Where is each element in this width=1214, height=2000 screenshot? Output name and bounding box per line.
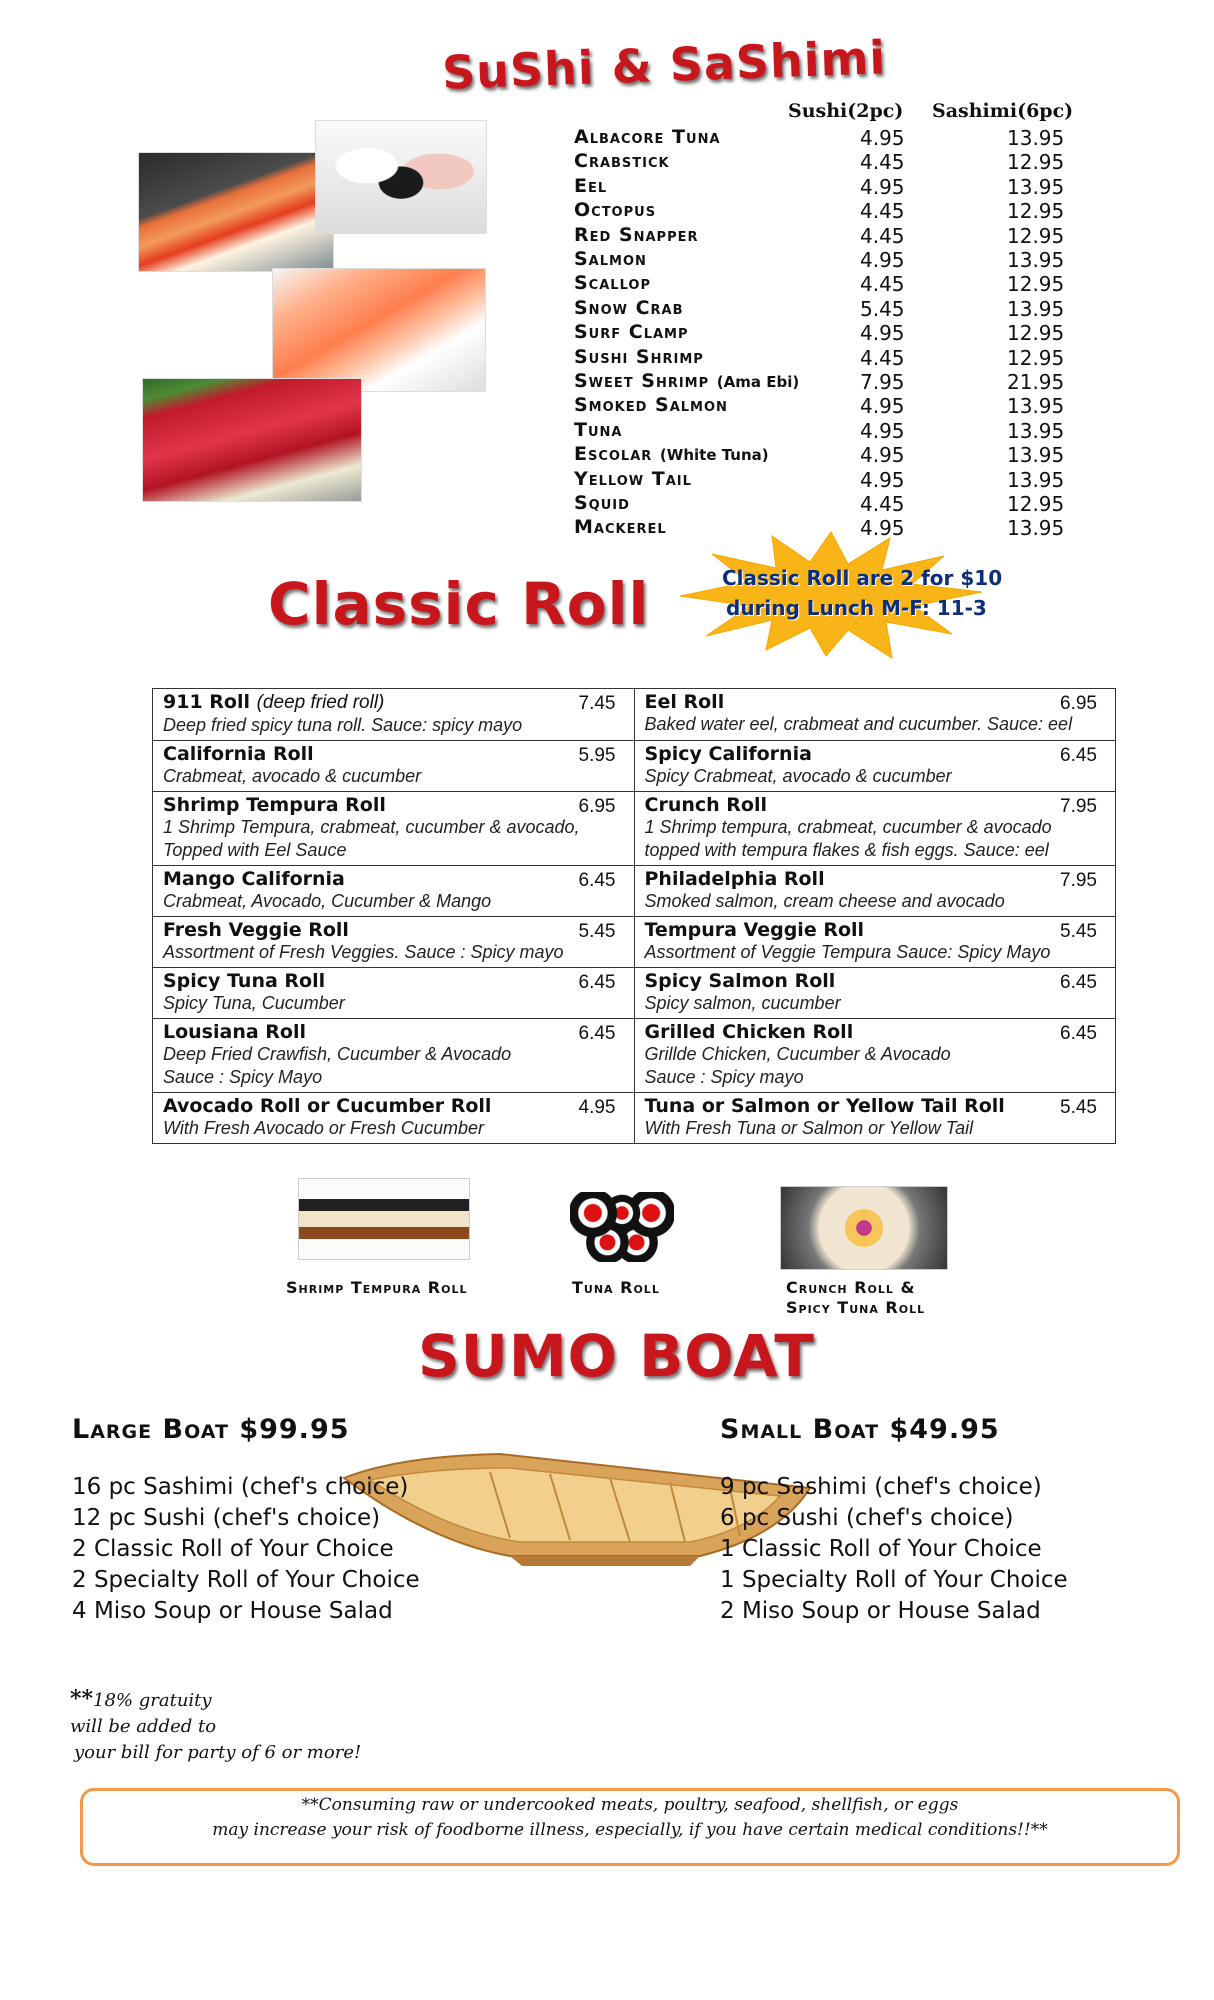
sushi-item-row <box>574 224 1094 248</box>
roll-menu-item <box>634 792 1116 866</box>
sushi-item-row <box>574 126 1094 150</box>
sushi-item-name <box>574 468 692 490</box>
sushi-price: 4.95 <box>860 174 905 199</box>
sushi-item-name <box>574 419 622 441</box>
roll-description: topped with tempura flakes & fish eggs. Sauce: eel <box>644 840 1049 861</box>
sashimi-price: 13.95 <box>1007 443 1065 468</box>
roll-price: 7.45 <box>578 693 616 714</box>
gratuity-line-2: will be added to <box>70 1716 217 1737</box>
lunch-promo-badge <box>676 530 1003 660</box>
sushi-item-label: Salmon <box>574 248 647 270</box>
sushi-item-name <box>574 492 630 514</box>
roll-description: With Fresh Avocado or Fresh Cucumber <box>163 1118 484 1139</box>
sashimi-column-header: Sashimi(6pc) <box>932 100 1074 122</box>
sumo-boat-section-title: SUMO BOAT <box>418 1322 815 1390</box>
tuna-roll-caption: Tuna Roll <box>572 1278 660 1297</box>
roll-menu-item <box>634 917 1116 968</box>
roll-menu-item <box>153 917 635 968</box>
large-boat-item: 12 pc Sushi (chef's choice) <box>72 1505 381 1531</box>
sashimi-price: 12.95 <box>1007 150 1065 175</box>
roll-name: Spicy Salmon Roll <box>644 970 836 993</box>
sushi-item-row <box>574 394 1094 418</box>
sushi-item-row <box>574 248 1094 272</box>
salmon-sashimi-photo <box>272 268 486 392</box>
sushi-item-label: Mackerel <box>574 516 667 539</box>
roll-price: 7.95 <box>1060 870 1097 892</box>
sushi-item-row <box>574 150 1094 174</box>
roll-name: Spicy Tuna Roll <box>163 970 326 993</box>
sushi-price: 4.45 <box>860 199 905 224</box>
sushi-item-name <box>574 443 769 465</box>
roll-menu-item <box>153 1093 635 1144</box>
gratuity-stars: ** <box>70 1686 94 1712</box>
sushi-price: 4.95 <box>860 321 905 346</box>
roll-price: 6.45 <box>1060 972 1097 994</box>
sashimi-price: 12.95 <box>1007 199 1065 224</box>
warning-line-1: **Consuming raw or undercooked meats, poultry, seafood, shellfish, or eggs <box>301 1795 959 1815</box>
roll-table-row <box>153 689 1116 741</box>
starburst-icon <box>676 530 986 660</box>
sushi-item-name <box>574 321 689 343</box>
roll-name-line <box>163 970 624 992</box>
roll-description: Spicy Crabmeat, avocado & cucumber <box>644 766 952 787</box>
roll-name-line <box>645 919 1106 941</box>
roll-name: Lousiana Roll <box>163 1021 307 1044</box>
large-boat-title: Large Boat $99.95 <box>72 1414 350 1445</box>
tuna-roll-photo <box>570 1192 674 1262</box>
sushi-price: 4.95 <box>860 248 905 272</box>
roll-name-line <box>645 970 1106 992</box>
sushi-price: 4.45 <box>860 150 905 175</box>
roll-description: Sauce : Spicy mayo <box>644 1067 804 1088</box>
small-boat-item: 1 Specialty Roll of Your Choice <box>720 1567 1068 1593</box>
sushi-price: 4.45 <box>860 272 905 297</box>
sushi-item-label: Eel <box>574 174 608 197</box>
sushi-price: 4.95 <box>860 418 905 443</box>
promo-line-1: Classic Roll are 2 for $10 <box>722 566 1003 590</box>
roll-description: Assortment of Veggie Tempura Sauce: Spicy Mayo <box>644 942 1051 963</box>
sushi-item-label: Surf Clamp <box>574 321 689 344</box>
roll-description: 1 Shrimp Tempura, crabmeat, cucumber & avocado, <box>163 817 580 838</box>
roll-price: 4.95 <box>578 1097 616 1119</box>
roll-description: Sauce : Spicy Mayo <box>163 1067 323 1088</box>
roll-price: 6.95 <box>1060 693 1097 714</box>
gratuity-line-1: 18% gratuity <box>93 1690 212 1711</box>
roll-name: Tuna or Salmon or Yellow Tail Roll <box>644 1095 1005 1118</box>
shrimp-tempura-roll-photo <box>298 1178 470 1260</box>
roll-menu-item <box>634 968 1116 1019</box>
roll-name: Shrimp Tempura Roll <box>163 794 386 817</box>
roll-description: Deep fried spicy tuna roll. Sauce: spicy mayo <box>163 715 523 735</box>
roll-name-line <box>163 919 624 941</box>
sushi-item-note: (Ama Ebi) <box>716 373 800 391</box>
sashimi-price: 13.95 <box>1007 126 1065 150</box>
sashimi-price: 13.95 <box>1007 296 1065 321</box>
sushi-price: 4.95 <box>860 443 905 468</box>
sashimi-price: 12.95 <box>1007 321 1065 346</box>
promo-line-2: during Lunch M-F: 11-3 <box>726 596 987 620</box>
sashimi-price: 21.95 <box>1007 370 1065 394</box>
roll-name-line <box>163 743 624 765</box>
gratuity-line-3: your bill for party of 6 or more! <box>74 1742 362 1763</box>
roll-menu-item <box>634 1019 1116 1093</box>
roll-name: Grilled Chicken Roll <box>644 1021 854 1044</box>
roll-description: Crabmeat, avocado & cucumber <box>163 766 422 787</box>
sushi-item-label: Albacore Tuna <box>574 126 721 148</box>
sashimi-price: 13.95 <box>1007 248 1065 272</box>
sushi-section-title: SuShi & SaShimi <box>441 30 887 100</box>
sushi-item-name <box>574 516 667 538</box>
sushi-item-name <box>574 150 670 172</box>
small-boat-title: Small Boat $49.95 <box>720 1414 1000 1445</box>
sashimi-price: 13.95 <box>1007 418 1065 443</box>
sushi-item-label: Sushi Shrimp <box>574 345 704 368</box>
sushi-item-name <box>574 175 607 197</box>
roll-price: 5.45 <box>578 921 616 943</box>
sushi-price: 5.45 <box>860 296 905 321</box>
classic-roll-section-title: Classic Roll <box>268 570 650 638</box>
sushi-item-label: Crabstick <box>574 150 670 173</box>
large-boat-item: 2 Specialty Roll of Your Choice <box>72 1567 420 1593</box>
sushi-item-row <box>574 321 1094 345</box>
small-boat-item: 1 Classic Roll of Your Choice <box>720 1536 1042 1562</box>
large-boat-item: 4 Miso Soup or House Salad <box>72 1598 393 1624</box>
roll-table-row <box>153 792 1116 866</box>
roll-price: 5.95 <box>578 745 616 767</box>
roll-description: With Fresh Tuna or Salmon or Yellow Tail <box>644 1118 974 1139</box>
sushi-item-row <box>574 370 1094 394</box>
sushi-item-name <box>574 248 647 270</box>
sushi-item-name <box>574 346 704 368</box>
roll-description: Crabmeat, Avocado, Cucumber & Mango <box>163 891 492 912</box>
sushi-item-note: (White Tuna) <box>659 446 769 465</box>
sushi-price: 4.95 <box>860 467 905 492</box>
roll-description: Grillde Chicken, Cucumber & Avocado <box>644 1044 951 1065</box>
roll-menu-item <box>153 689 635 741</box>
roll-table-row <box>153 917 1116 968</box>
sushi-item-label: Squid <box>574 492 630 514</box>
sushi-item-label: Octopus <box>574 199 657 222</box>
roll-description: Baked water eel, crabmeat and cucumber. Sauce: eel <box>644 714 1073 734</box>
sashimi-price: 12.95 <box>1007 223 1065 248</box>
sushi-price: 4.95 <box>860 394 905 419</box>
sushi-item-row <box>574 175 1094 199</box>
roll-name-line <box>645 743 1106 765</box>
roll-name: 911 Roll <box>163 691 250 713</box>
roll-name: Eel Roll <box>644 691 725 713</box>
sushi-item-name <box>574 224 699 246</box>
roll-name-line <box>645 691 1106 713</box>
sashimi-price: 12.95 <box>1007 492 1065 516</box>
sashimi-price: 13.95 <box>1007 174 1065 199</box>
nigiri-platter-photo <box>138 152 334 272</box>
sushi-price: 4.95 <box>860 126 905 150</box>
roll-name: Spicy California <box>644 743 812 766</box>
sushi-item-name <box>574 199 656 221</box>
sushi-item-name <box>574 272 651 294</box>
sushi-item-label: Snow Crab <box>574 296 684 319</box>
sushi-item-label: Escolar <box>574 443 653 466</box>
sushi-price: 7.95 <box>860 370 905 394</box>
sashimi-price: 13.95 <box>1007 516 1065 541</box>
roll-price: 6.95 <box>578 796 616 818</box>
roll-price: 6.45 <box>1060 1023 1097 1045</box>
crunch-roll-caption-line-2: Spicy Tuna Roll <box>786 1298 926 1317</box>
roll-name: Philadelphia Roll <box>644 868 825 891</box>
roll-name: California Roll <box>163 743 314 766</box>
roll-name-line <box>163 1095 624 1117</box>
sushi-item-label: Smoked Salmon <box>574 394 728 417</box>
sushi-price: 4.45 <box>860 223 905 248</box>
roll-menu-item <box>153 968 635 1019</box>
roll-name-line <box>163 1021 624 1043</box>
roll-name-line <box>645 1021 1106 1043</box>
sashimi-price: 13.95 <box>1007 467 1065 492</box>
sushi-item-label: Tuna <box>574 418 623 441</box>
sushi-item-row <box>574 297 1094 321</box>
roll-name: Mango California <box>163 868 345 891</box>
shrimp-tempura-roll-caption: Shrimp Tempura Roll <box>286 1278 468 1297</box>
roll-price: 6.45 <box>578 1023 616 1045</box>
roll-name-line <box>645 868 1106 890</box>
octopus-nigiri-photo <box>315 120 487 234</box>
sushi-item-name <box>574 297 684 319</box>
roll-menu-item <box>153 741 635 792</box>
roll-menu-item <box>634 741 1116 792</box>
roll-description: 1 Shrimp tempura, crabmeat, cucumber & avocado <box>644 817 1052 838</box>
roll-price: 5.45 <box>1060 921 1097 943</box>
roll-description: Smoked salmon, cream cheese and avocado <box>644 891 1005 912</box>
sushi-price: 4.45 <box>860 345 905 370</box>
sushi-item-row <box>574 419 1094 443</box>
roll-name: Fresh Veggie Roll <box>163 919 349 942</box>
roll-name-line <box>163 868 624 890</box>
roll-name-line <box>645 1095 1106 1117</box>
roll-table-row <box>153 1019 1116 1093</box>
roll-menu-item <box>153 1019 635 1093</box>
sushi-item-label: Scallop <box>574 272 651 295</box>
sushi-item-name <box>574 370 799 392</box>
roll-price: 6.45 <box>578 870 616 892</box>
sushi-item-row <box>574 492 1094 516</box>
roll-price: 5.45 <box>1060 1097 1097 1119</box>
roll-description: Topped with Eel Sauce <box>163 840 347 861</box>
sashimi-price: 12.95 <box>1007 345 1065 370</box>
roll-price: 6.45 <box>1060 745 1097 767</box>
roll-description: Spicy salmon, cucumber <box>644 993 841 1014</box>
roll-price: 7.95 <box>1060 796 1097 818</box>
sashimi-price: 13.95 <box>1007 394 1065 419</box>
sushi-item-name <box>574 394 728 416</box>
roll-name: Crunch Roll <box>644 794 767 817</box>
sushi-column-header: Sushi(2pc) <box>788 100 904 122</box>
warning-line-2: may increase your risk of foodborne illness, especially, if you have certain medical conditions!!** <box>212 1820 1048 1840</box>
roll-name-line <box>645 794 1106 816</box>
sushi-item-row <box>574 272 1094 296</box>
roll-name: Tempura Veggie Roll <box>644 919 865 942</box>
sushi-item-row <box>574 346 1094 370</box>
sushi-price: 4.45 <box>860 492 905 516</box>
small-boat-item: 6 pc Sushi (chef's choice) <box>720 1505 1014 1531</box>
roll-name-line <box>163 794 624 816</box>
small-boat-item: 9 pc Sashimi (chef's choice) <box>720 1474 1042 1500</box>
sushi-price: 4.95 <box>860 516 905 541</box>
classic-roll-table <box>152 688 1116 1144</box>
roll-price: 6.45 <box>578 972 616 994</box>
gratuity-note <box>70 1686 361 1766</box>
sushi-item-row <box>574 443 1094 467</box>
sushi-item-row <box>574 199 1094 223</box>
sushi-item-name <box>574 126 721 148</box>
roll-menu-item <box>153 866 635 917</box>
sushi-item-label: Sweet Shrimp <box>574 370 710 392</box>
roll-description: Assortment of Fresh Veggies. Sauce : Spicy mayo <box>163 942 564 963</box>
roll-table-row <box>153 968 1116 1019</box>
roll-menu-item <box>153 792 635 866</box>
roll-subtitle: (deep fried roll) <box>256 692 385 713</box>
roll-description: Deep Fried Crawfish, Cucumber & Avocado <box>163 1044 512 1065</box>
roll-description: Spicy Tuna, Cucumber <box>163 993 345 1014</box>
roll-name-line <box>163 691 624 714</box>
sashimi-price: 12.95 <box>1007 272 1065 297</box>
sushi-item-label: Yellow Tail <box>574 467 692 490</box>
roll-name: Avocado Roll or Cucumber Roll <box>163 1095 492 1118</box>
roll-menu-item <box>634 1093 1116 1144</box>
roll-menu-item <box>634 866 1116 917</box>
tuna-sashimi-photo <box>142 378 362 502</box>
roll-table-row <box>153 741 1116 792</box>
crunch-roll-photo <box>780 1186 948 1270</box>
small-boat-item: 2 Miso Soup or House Salad <box>720 1598 1041 1624</box>
crunch-roll-caption-line-1: Crunch Roll & <box>786 1278 916 1297</box>
roll-table-row <box>153 1093 1116 1144</box>
sushi-item-row <box>574 468 1094 492</box>
food-warning-box <box>80 1788 1180 1866</box>
sushi-item-label: Red Snapper <box>574 223 699 246</box>
roll-menu-item <box>634 689 1116 741</box>
roll-table-row <box>153 866 1116 917</box>
large-boat-item: 16 pc Sashimi (chef's choice) <box>72 1474 409 1500</box>
large-boat-item: 2 Classic Roll of Your Choice <box>72 1536 394 1562</box>
